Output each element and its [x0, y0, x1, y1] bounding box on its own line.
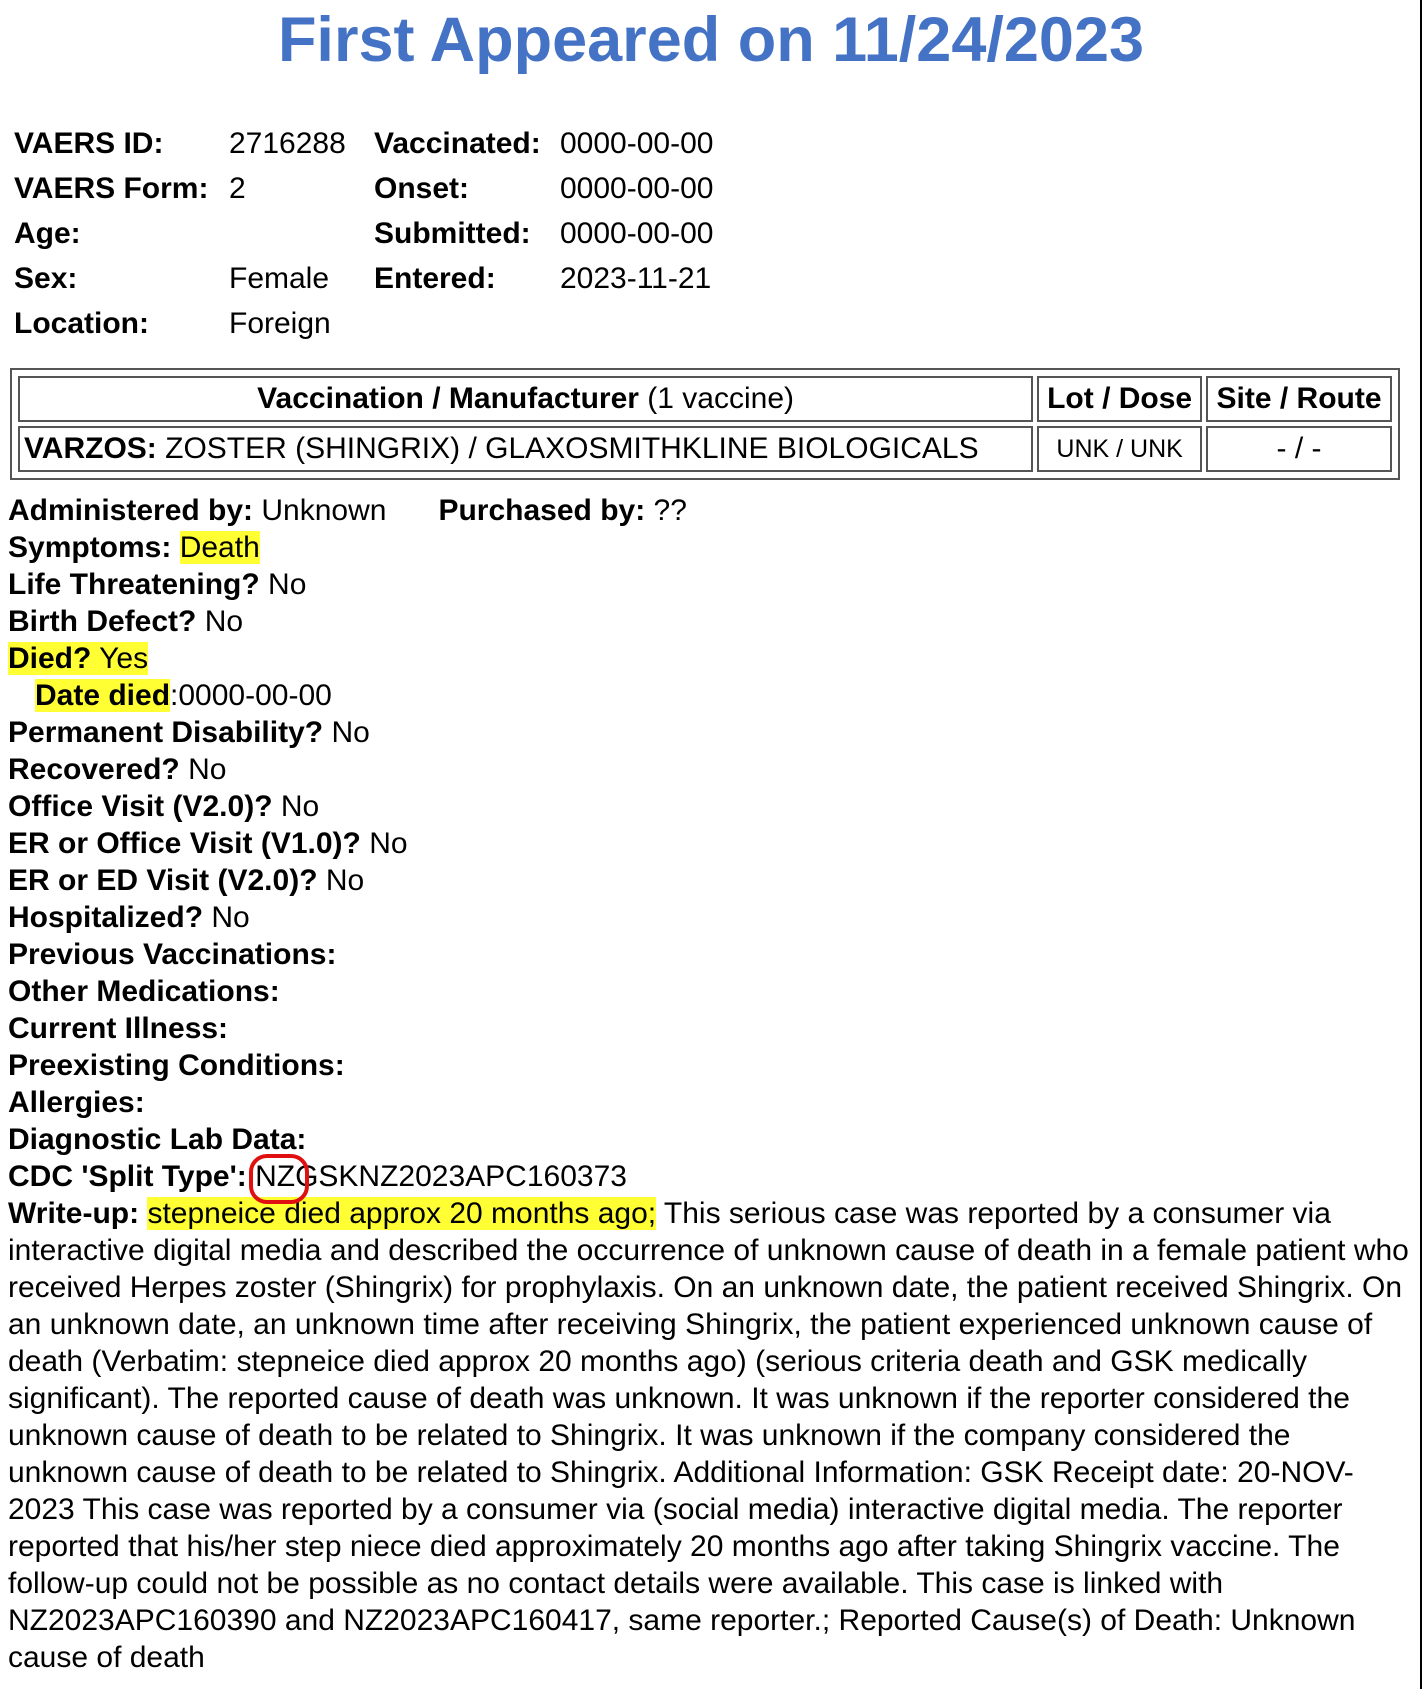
- submitted-label: Submitted:: [374, 217, 531, 250]
- write-up-highlight: stepneice died approx 20 months ago;: [147, 1197, 657, 1230]
- age-label: Age:: [14, 217, 81, 250]
- recovered-line: Recovered? No: [8, 753, 227, 786]
- submitted-value: 0000-00-00: [560, 217, 714, 250]
- location-label: Location:: [14, 307, 149, 340]
- date-died-line: Date died:0000-00-00: [35, 679, 332, 712]
- table-row: [18, 426, 1392, 472]
- vaccine-table-header: [18, 376, 1392, 422]
- office-visit-line: Office Visit (V2.0)? No: [8, 790, 320, 823]
- onset-value: 0000-00-00: [560, 172, 714, 205]
- current-illness-line: Current Illness:: [8, 1012, 229, 1045]
- write-up: Write-up: stepneice died approx 20 months ago; This serious case was reported by a consumer via interactive digital media and described the occurrence of unknown cause of death in a female patient who received Herpes zoster (Shingrix) for prophylaxis. On an unknown date, the patient received Shingrix. On an unknown date, an unknown time after receiving Shingrix, the patient experienced unknown cause of death (Verbatim: stepneice died approx 20 months ago) (serious criteria death and GSK medically significant). The reported cause of death was unknown. It was unknown if the reporter considered the unknown cause of death to be related to Shingrix. It was unknown if the company considered the unknown cause of death to be related to Shingrix. Additional Information: GSK Receipt date: 20-NOV-2023 This case was reported by a consumer via (social media) interactive digital media. The reporter reported that his/her step niece died approximately 20 months ago after taking Shingrix vaccine. The follow-up could not be possible as no contact details were available. This case is linked with NZ2023APC160390 and NZ2023APC160417, same reporter.; Reported Cause(s) of Death: Unknown cause of death: [8, 1197, 1409, 1674]
- er-ed-visit-line: ER or ED Visit (V2.0)? No: [8, 864, 365, 897]
- location-value: Foreign: [229, 307, 331, 340]
- sex-value: Female: [229, 262, 330, 295]
- vaccine-name-cell: VARZOS: ZOSTER (SHINGRIX) / GLAXOSMITHKLINE BIOLOGICALS: [18, 426, 1033, 472]
- lab-data-line: Diagnostic Lab Data:: [8, 1123, 307, 1156]
- vaccinated-value: 0000-00-00: [560, 127, 714, 160]
- header-site-route: Site / Route: [1206, 376, 1392, 422]
- sex-label: Sex:: [14, 262, 78, 295]
- split-type-line: CDC 'Split Type': NZGSKNZ2023APC160373: [8, 1160, 627, 1193]
- allergies-line: Allergies:: [8, 1086, 145, 1119]
- write-up-text: This serious case was reported by a consumer via interactive digital media and described the occurrence of unknown cause of death in a female patient who received Herpes zoster (Shingrix) for prophylaxis. On an unknown date, the patient received Shingrix. On an unknown date, an unknown time after receiving Shingrix, the patient experienced unknown cause of death (Verbatim: stepneice died approx 20 months ago) (serious criteria death and GSK medically significant). The reported cause of death was unknown. It was unknown if the reporter considered the unknown cause of death to be related to Shingrix. It was unknown if the company considered the unknown cause of death to be related to Shingrix. Additional Information: GSK Receipt date: 20-NOV-2023 This case was reported by a consumer via (social media) interactive digital media. The reporter reported that his/her step niece died approximately 20 months ago after taking Shingrix vaccine. The follow-up could not be possible as no contact details were available. This case is linked with NZ2023APC160390 and NZ2023APC160417, same reporter.; Reported Cause(s) of Death: Unknown cause of death: [8, 1197, 1409, 1674]
- entered-value: 2023-11-21: [560, 262, 712, 295]
- birth-defect-line: Birth Defect? No: [8, 605, 244, 638]
- vaccinated-label: Vaccinated:: [374, 127, 541, 160]
- disability-line: Permanent Disability? No: [8, 716, 370, 749]
- previous-vaccinations-line: Previous Vaccinations:: [8, 938, 337, 971]
- vaers-form-value: 2: [229, 172, 246, 205]
- symptoms-value: Death: [179, 531, 260, 564]
- other-medications-line: Other Medications:: [8, 975, 280, 1008]
- vaers-id-value: 2716288: [229, 127, 346, 160]
- report-fields: [8, 492, 1413, 1676]
- er-office-visit-line: ER or Office Visit (V1.0)? No: [8, 827, 408, 860]
- vaers-id-label: VAERS ID:: [14, 127, 164, 160]
- header-lot-dose: Lot / Dose: [1037, 376, 1202, 422]
- lot-dose-cell: UNK / UNK: [1037, 426, 1202, 472]
- header-vaccination: Vaccination / Manufacturer (1 vaccine): [18, 376, 1033, 422]
- vaccine-table: [10, 368, 1400, 480]
- vaers-form-label: VAERS Form:: [14, 172, 209, 205]
- died-line: Died? Yes: [8, 642, 149, 675]
- preexisting-conditions-line: Preexisting Conditions:: [8, 1049, 345, 1082]
- onset-label: Onset:: [374, 172, 470, 205]
- entered-label: Entered:: [374, 262, 496, 295]
- page-title: First Appeared on 11/24/2023: [277, 5, 1145, 75]
- life-threatening-line: Life Threatening? No: [8, 568, 307, 601]
- site-route-cell: - / -: [1206, 426, 1392, 472]
- hospitalized-line: Hospitalized? No: [8, 901, 250, 934]
- symptoms-line: Symptoms: Death: [8, 531, 260, 564]
- split-type-prefix-circled: NZ: [255, 1160, 296, 1193]
- administered-line: Administered by: Unknown Purchased by: ??: [8, 494, 687, 527]
